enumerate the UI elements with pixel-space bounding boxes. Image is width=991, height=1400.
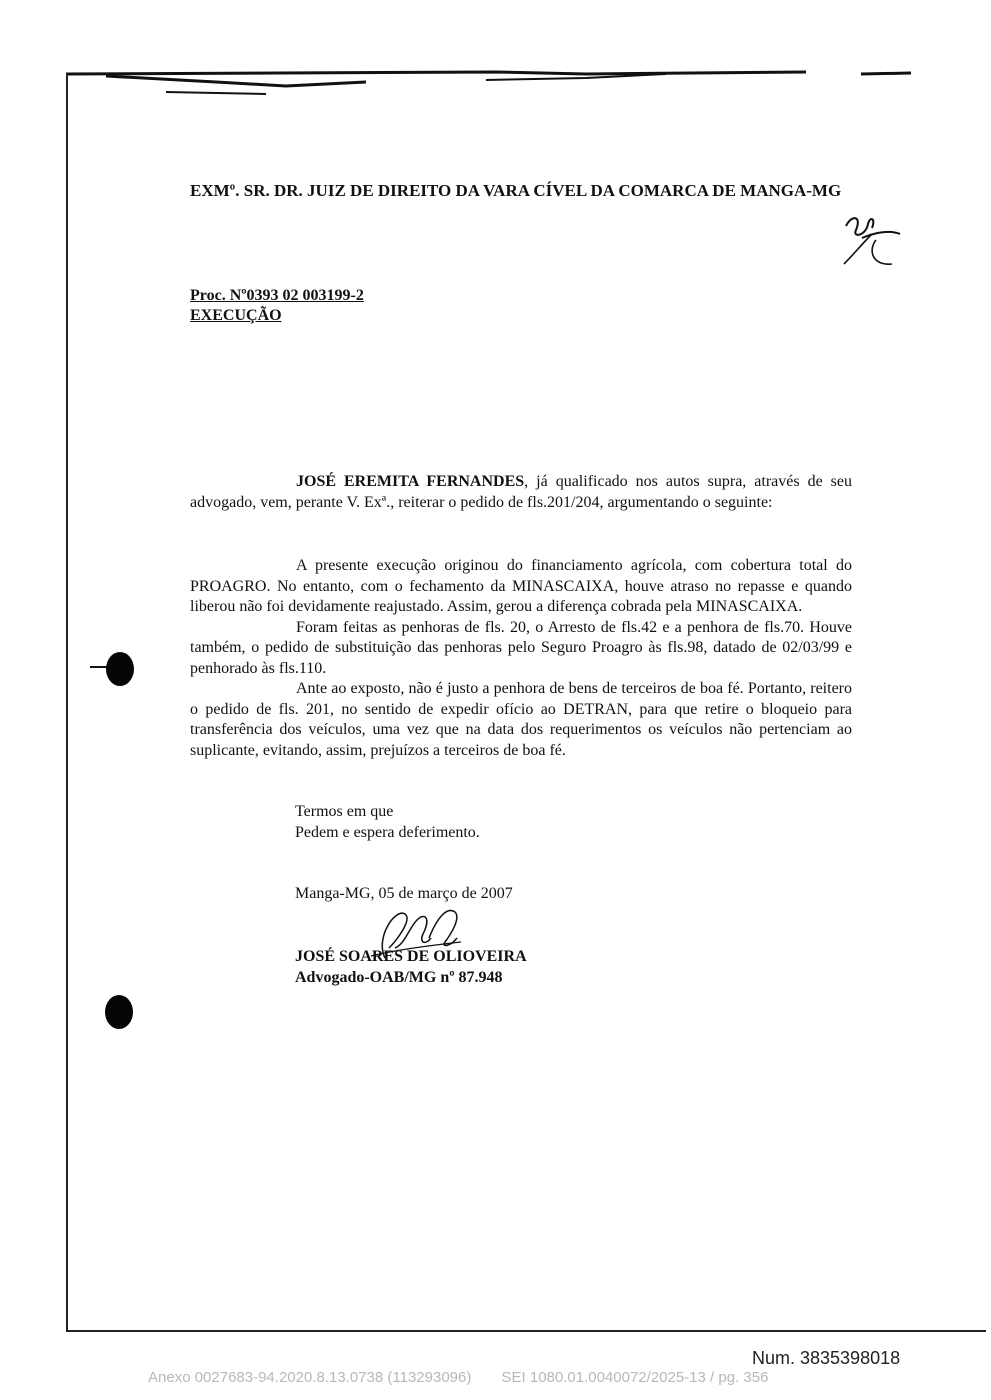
closing-formula bbox=[295, 802, 480, 843]
punch-hole-top bbox=[106, 652, 134, 686]
document-number: Num. 3835398018 bbox=[752, 1348, 901, 1368]
paragraph: A presente execução originou do financiamento agrícola, com cobertura total do PROAGRO. No entanto, com o fechamento da MINASCAIXA, houve atraso no repasse e quando liberou não foi devidamente reajustado. Assim, gerou a diferença cobrada pela MINASCAIXA. bbox=[190, 557, 852, 615]
court-heading: EXMº. SR. DR. JUIZ DE DIREITO DA VARA CÍVEL DA COMARCA DE MANGA-MG bbox=[190, 181, 842, 200]
process-reference bbox=[190, 286, 364, 326]
argument-paragraphs bbox=[190, 556, 852, 761]
footer-annex: Anexo 0027683-94.2020.8.13.0738 (113293096) bbox=[148, 1369, 472, 1386]
scan-frame-bottom bbox=[66, 1330, 986, 1332]
signatory-name: JOSÉ SOARES DE OLIOVEIRA bbox=[295, 948, 527, 965]
signatory-role: Advogado-OAB/MG nº 87.948 bbox=[295, 969, 503, 986]
paragraph: Ante ao exposto, não é justo a penhora de bens de terceiros de boa fé. Portanto, reitero o pedido de fls. 201, no sentido de expedir ofício ao DETRAN, para que retire o bloqueio para transferência dos veículos, uma vez que na data dos requerimentos os veículos não pertenciam ao suplicante, evitando, assim, prejuízos a terceiros de boa fé. bbox=[190, 680, 852, 759]
intro-text: , já qualificado nos autos supra, através de seu advogado, vem, perante V. Exª., reiterar o pedido de fls.201/204, argumentando o seguinte: bbox=[190, 473, 853, 511]
place-date: Manga-MG, 05 de março de 2007 bbox=[295, 885, 513, 902]
footer-watermark bbox=[148, 1369, 794, 1386]
closing-line-2: Pedem e espera deferimento. bbox=[295, 823, 480, 841]
paragraph: Foram feitas as penhoras de fls. 20, o Arresto de fls.42 e a penhora de fls.70. Houve também, o pedido de substituição das penhoras pelo Seguro Proagro às fls.98, datado de 02/03/99 e penhorado às fls.110. bbox=[190, 618, 852, 677]
handwritten-rubric-icon bbox=[832, 194, 912, 274]
scan-top-edge bbox=[66, 60, 966, 110]
process-type: EXECUÇÃO bbox=[190, 307, 282, 324]
signatory bbox=[295, 946, 527, 988]
process-number: Proc. Nº0393 02 003199-2 bbox=[190, 287, 364, 304]
scan-frame-left bbox=[66, 74, 68, 1332]
footer-sei: SEI 1080.01.0040072/2025-13 / pg. 356 bbox=[501, 1369, 769, 1386]
intro-paragraph bbox=[190, 472, 852, 513]
closing-line-1: Termos em que bbox=[295, 803, 394, 820]
party-name: JOSÉ EREMITA FERNANDES bbox=[296, 473, 525, 490]
punch-hole-bottom bbox=[105, 995, 133, 1029]
